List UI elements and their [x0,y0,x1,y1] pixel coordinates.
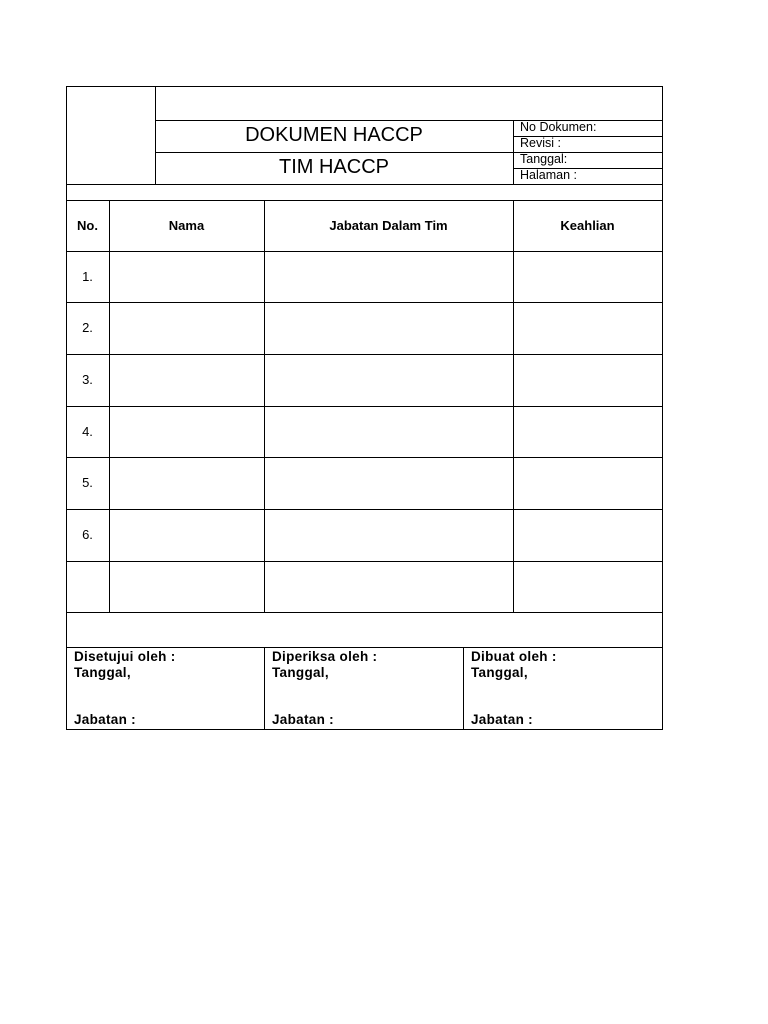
border-left [66,86,67,730]
revisi-label: Revisi : [520,136,561,150]
checked-date-label: Tanggal, [272,665,329,680]
approved-by-label: Disetujui oleh : [74,649,176,664]
table-top [66,200,663,201]
header-bottom [66,184,663,185]
row-number: 3. [82,372,93,387]
row-line [66,457,663,458]
made-date-label: Tanggal, [471,665,528,680]
signature-divider-2 [463,647,464,730]
no-dokumen-label: No Dokumen: [520,120,597,134]
signature-top [66,647,663,648]
column-header-nama: Nama [168,218,205,233]
halaman-label: Halaman : [520,168,577,182]
checked-by-label: Diperiksa oleh : [272,649,378,664]
row-line [66,251,663,252]
row-number: 4. [82,424,93,439]
column-header-jabatan: Jabatan Dalam Tim [329,218,448,233]
row-number: 2. [82,320,93,335]
row-number: 1. [82,269,93,284]
row-line [66,509,663,510]
approved-position-label: Jabatan : [74,712,136,727]
border-bottom [66,729,663,730]
document-subtitle: TIM HACCP [279,156,389,178]
table-bottom [66,612,663,613]
row-number: 5. [82,475,93,490]
meta-divider [513,120,514,184]
row-line [66,302,663,303]
header-line-2 [155,152,663,153]
made-by-label: Dibuat oleh : [471,649,557,664]
column-header-no: No. [77,218,98,233]
column-header-keahlian: Keahlian [560,218,615,233]
row-line [66,354,663,355]
row-number: 6. [82,527,93,542]
tanggal-label: Tanggal: [520,152,568,166]
approved-date-label: Tanggal, [74,665,131,680]
row-line [66,406,663,407]
made-position-label: Jabatan : [471,712,533,727]
document-title: DOKUMEN HACCP [245,124,423,146]
checked-position-label: Jabatan : [272,712,334,727]
signature-divider-1 [264,647,265,730]
row-line [66,561,663,562]
border-right [662,86,663,730]
